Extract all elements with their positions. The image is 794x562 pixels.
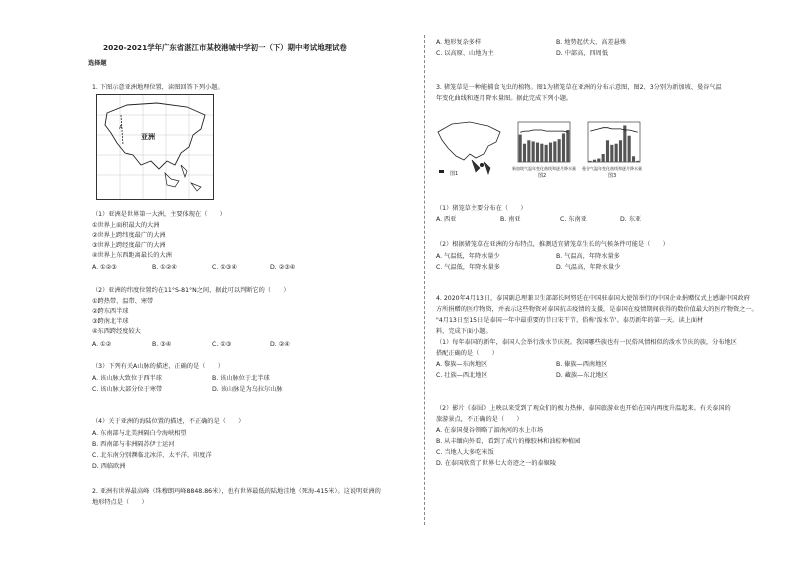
q3-sub2-answer-c[interactable]: C. 气温低，年降水量多: [436, 264, 500, 271]
q3-sub2-answer-a[interactable]: A. 气温低，年降水量少: [436, 253, 500, 260]
q1-sub1-opt3: ③世界上跨经度最广的大洲: [92, 242, 166, 249]
asia-map-graphic: [97, 95, 213, 199]
q4-sub2-stem-cont: 旅游景点，不正确的是（ ）: [436, 416, 523, 423]
q4-sub1-answer-b[interactable]: B. 傣族—西南地区: [556, 361, 608, 368]
fig2-chart: [512, 118, 576, 178]
precip-bar: [527, 140, 530, 162]
q3-sub1-answer-a[interactable]: A. 西亚: [436, 216, 457, 223]
q2-opt-c[interactable]: C. 以高原、山地为主: [436, 50, 494, 57]
precip-bar: [606, 140, 609, 162]
precip-bar: [623, 125, 626, 162]
q1-sub1-opt2: ②世界上跨纬度最广的大洲: [92, 232, 166, 239]
doc-title: 2020-2021学年广东省湛江市某校港城中学初一（下）期中考试地理试卷: [103, 43, 347, 52]
q2-opt-d[interactable]: D. 中部高，四周低: [556, 50, 609, 57]
q1-sub2-opt2: ②跨东西半球: [92, 308, 129, 315]
q1-sub1-answer-b[interactable]: B. ①②④: [152, 264, 177, 271]
q4-sub1-stem: （1）每年泰国的新年，泰国人会举行泼水节庆祝。我国哪些族也有一民俗风情相似的泼水节庆的族，分布地区: [436, 339, 737, 346]
fig2-chart-svg: [512, 118, 576, 168]
asia-label: 亚洲: [141, 133, 155, 141]
precip-bar: [628, 136, 631, 162]
precip-bar: [619, 140, 622, 162]
temperature-line: [520, 130, 568, 132]
q3-sub2-answer-b[interactable]: B. 气温高，年降水量多: [556, 253, 620, 260]
svg-text:A: A: [119, 125, 123, 131]
q3-sub2-answer-d[interactable]: D. 气温高，年降水量少: [556, 264, 621, 271]
fig1-label: 图1: [450, 171, 459, 177]
precip-bar: [558, 139, 561, 162]
q1-sub4-opt-a[interactable]: A. 东南部与北美洲隔白令海峡相望: [92, 430, 187, 437]
q2-opt-a[interactable]: A. 地形复杂多样: [436, 39, 482, 46]
q1-sub3-answer-c[interactable]: C. 该山脉大部分位于寒带: [92, 386, 163, 393]
precip-bar: [540, 144, 543, 162]
precip-bar: [632, 156, 635, 162]
precip-bar: [615, 144, 618, 162]
fig1-map: [436, 118, 504, 180]
q1-sub2-answer-c[interactable]: C. ①③: [212, 341, 232, 348]
q1-sub1-answer-a[interactable]: A. ①②③: [92, 264, 117, 271]
q3-sub1-answer-c[interactable]: C. 东南亚: [560, 216, 587, 223]
q1-sub2-answer-d[interactable]: D. ②④: [270, 341, 290, 348]
q1-sub4-opt-d[interactable]: D. 西临欧洲: [92, 463, 126, 470]
q4-sub1-answer-a[interactable]: A. 黎族—东南地区: [436, 361, 488, 368]
q1-sub1-opt4: ④世界上东西距离最长的大洲: [92, 252, 172, 259]
q1-sub2-opt1: ①跨热带、温带、寒带: [92, 298, 154, 305]
q2-stem: 2. 亚洲有世界最高峰（珠穆朗玛峰8848.86米），也有世界最低的陆地洼地（死海-415米）。这说明亚洲的: [92, 488, 381, 495]
q3-stem: 3. 猪笼草是一种能捕食飞虫的植物。图1为猪笼草在亚洲的分布示意图，图2、3分别为新加坡、曼谷气温: [436, 84, 722, 91]
asia-map: [96, 94, 214, 200]
column-divider: [424, 35, 425, 525]
fig2-label: 图2: [538, 173, 547, 179]
q4-sub2-stem: （2）影片《泰囧》上映以来受到了观众们的极力热捧，泰国旅游业也开始在国内再度升温起来。有关泰国的: [436, 405, 731, 412]
precip-bar: [519, 135, 522, 162]
precip-bar: [549, 143, 552, 162]
precip-bar: [593, 160, 596, 162]
q4-sub2-opt-b[interactable]: B. 从丰缅向外看，看到了成片的橡胶林和油棕种植园: [436, 438, 581, 445]
q3-stem-cont: 年变化曲线和逐月降水量图。据此完成下列小题。: [436, 95, 573, 102]
q4-line2: 方所捐赠的医疗物资，并表示这些物资对泰国抗击疫情的支援，是泰国在疫情期间获得的数价值最大的医疗物资之一。: [436, 306, 758, 313]
q2-stem-cont: 地形特点是（ ）: [92, 499, 148, 506]
q1-sub2-opt4: ④东西跨经度较大: [92, 328, 141, 335]
q4-sub1-answer-d[interactable]: D. 藏族—东北地区: [556, 372, 609, 379]
q1-sub4-opt-c[interactable]: C. 北东南分别濒临北冰洋、太平洋、印度洋: [92, 452, 212, 459]
q4-sub1-answer-c[interactable]: C. 壮族—西北地区: [436, 372, 488, 379]
q4-sub2-opt-c[interactable]: C. 当地人大多吃米饭: [436, 449, 494, 456]
q1-sub2-answer-a[interactable]: A. ①②: [92, 341, 112, 348]
precip-bar: [536, 143, 539, 162]
q1-sub1-opt1: ①世界上面积最大的大洲: [92, 222, 160, 229]
precip-bar: [523, 144, 526, 162]
q1-sub3-answer-d[interactable]: D. 该山脉是为乌拉尔山脉: [212, 386, 283, 393]
q3-sub1-stem: （1）猪笼草主要分布在（ ）: [436, 205, 527, 212]
q2-opt-b[interactable]: B. 地势起伏大，高差悬殊: [556, 39, 627, 46]
q1-sub1-answer-d[interactable]: D. ②③④: [270, 264, 296, 271]
precip-bar: [610, 145, 613, 162]
q1-stem: 1. 下图示意亚洲地理位置，读图回答下列小题。: [92, 84, 224, 91]
q1-sub4-stem: （4）关于亚洲的海陆位置的描述，不正确的是（ ）: [92, 418, 245, 425]
q4-line3: "4月13日至15日是泰国一年中最重要的节日宋干节，俗称'泼水节'。泰历新年的第一天。读上面材: [436, 317, 704, 324]
fig3-caption: 曼谷气温年变化曲线和逐月降水量: [582, 166, 642, 171]
fig3-label: 图3: [608, 173, 617, 179]
q1-sub2-stem: （2）亚洲的纬度位置约在11°S-81°N之间，据此可以判断它的（ ）: [92, 287, 290, 294]
temperature-line: [590, 128, 638, 133]
q3-sub1-answer-d[interactable]: D. 东亚: [620, 216, 642, 223]
precip-bar: [589, 161, 592, 162]
q4-sub2-opt-d[interactable]: D. 在泰国欣赏了世界七大奇迹之一的泰姬陵: [436, 460, 557, 467]
q1-sub3-answer-a[interactable]: A. 该山脉大致位于西半球: [92, 375, 162, 382]
section-heading: 选择题: [88, 60, 107, 67]
fig3-chart: [582, 118, 646, 178]
precip-bar: [532, 141, 535, 162]
chart-frame: [588, 122, 640, 162]
precip-bar: [553, 141, 556, 162]
precip-bar: [545, 145, 548, 162]
fig2-caption: 新加坡气温年变化曲线和逐月降水量: [512, 166, 576, 171]
q1-sub1-stem: （1）亚洲是世界第一大洲，主要体现在（ ）: [92, 211, 226, 218]
q1-sub3-stem: （3）下列有关A山脉的描述，正确的是（ ）: [92, 363, 224, 370]
fig1-map-graphic: [436, 118, 504, 180]
q4-sub1-stem-cont: 搭配正确的是（ ）: [436, 350, 498, 357]
fig3-chart-svg: [582, 118, 646, 168]
q1-sub3-answer-b[interactable]: B. 该山脉位于北半球: [212, 375, 270, 382]
q4-line1: 4. 2020年4月13日，泰国副总理兼卫生部部长阿努廷在中国驻泰国大使馆举行的中国企业捐赠仪式上感谢中国政府: [436, 295, 750, 302]
precip-bar: [562, 133, 565, 162]
q1-sub1-answer-c[interactable]: C. ①③④: [212, 264, 237, 271]
precip-bar: [566, 130, 569, 162]
precip-bar: [597, 159, 600, 162]
q1-sub2-answer-b[interactable]: B. ③④: [152, 341, 172, 348]
q4-line4: 料，完成下面小题。: [436, 328, 492, 335]
q3-sub2-stem: （2）根据猪笼草在亚洲的分布特点，推测适宜猪笼草生长的气候条件可能是（ ）: [436, 241, 669, 248]
q1-sub2-opt3: ③跨南北半球: [92, 318, 129, 325]
precip-bar: [636, 161, 639, 162]
precip-bar: [602, 154, 605, 162]
q1-sub4-opt-b[interactable]: B. 西南部与非洲隔苏伊士运河: [92, 441, 175, 448]
q3-sub1-answer-b[interactable]: B. 南亚: [500, 216, 521, 223]
q4-sub2-opt-a[interactable]: A. 在泰国曼谷领略了湄南河的水上市场: [436, 427, 544, 434]
